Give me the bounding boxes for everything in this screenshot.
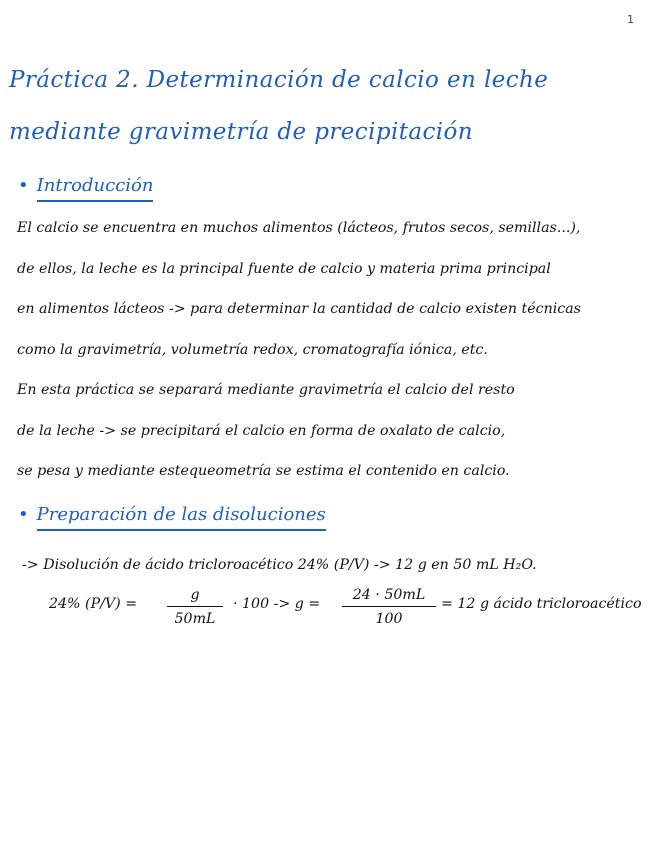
concentration-formula — [49, 585, 649, 655]
title-line-2: mediante gravimetría de precipitación — [9, 119, 473, 145]
title-line-1: Práctica 2. Determinación de calcio en leche — [9, 67, 549, 93]
bullet-icon: • — [18, 175, 29, 196]
fraction-denominator: 50mL — [174, 611, 216, 627]
formula-middle: · 100 -> g = — [233, 596, 321, 612]
section-heading-introduccion — [18, 174, 153, 202]
formula-result: = 12 g ácido tricloroacético — [441, 596, 642, 612]
intro-line: como la gravimetría, volumetría redox, cromatografía iónica, etc. — [17, 341, 488, 358]
intro-line: de ellos, la leche es la principal fuente de calcio y materia prima principal — [17, 260, 551, 277]
formula-lhs: 24% (P/V) = — [49, 596, 138, 612]
section-heading-preparacion — [18, 503, 326, 531]
fraction-numerator: 24 · 50mL — [352, 587, 426, 603]
intro-line: en alimentos lácteos -> para determinar la cantidad de calcio existen técnicas — [17, 301, 581, 317]
intro-line: se pesa y mediante estequeometría se estima el contenido en calcio. — [17, 463, 510, 479]
bullet-icon: • — [18, 504, 29, 525]
page-title — [9, 54, 639, 158]
section-heading-label: Preparación de las disoluciones — [37, 503, 326, 531]
intro-paragraph — [17, 208, 647, 492]
fraction-numerator: g — [190, 587, 200, 603]
preparation-item: -> Disolución de ácido tricloroacético 24% (P/V) -> 12 g en 50 mL H₂O. — [22, 557, 537, 573]
intro-line: En esta práctica se separará mediante gravimetría el calcio del resto — [17, 382, 515, 398]
fraction-bar — [167, 606, 223, 607]
fraction-bar — [342, 606, 436, 607]
page-number: 1 — [627, 13, 634, 26]
intro-line: de la leche -> se precipitará el calcio en forma de oxalato de calcio, — [17, 422, 506, 439]
intro-line: El calcio se encuentra en muchos alimentos (lácteos, frutos secos, semillas...), — [17, 220, 581, 236]
fraction-calculation — [342, 585, 436, 629]
fraction-denominator: 100 — [375, 611, 403, 627]
fraction-g-over-volume — [167, 585, 223, 629]
section-heading-label: Introducción — [37, 174, 154, 202]
